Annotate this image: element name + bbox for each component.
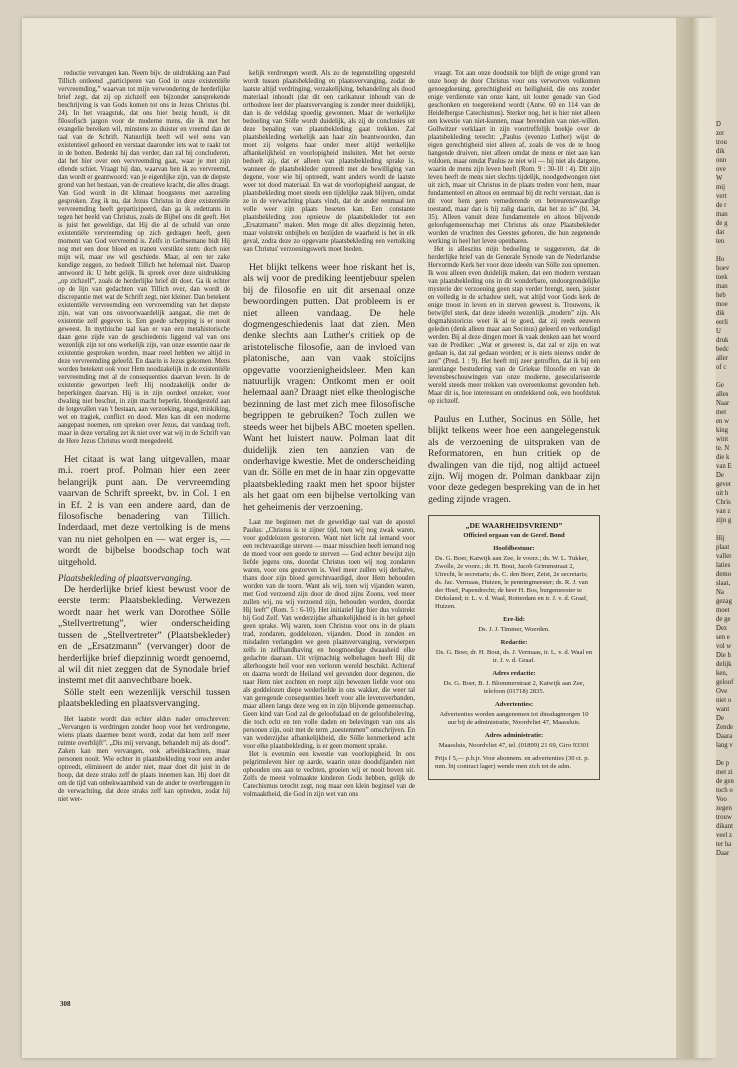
right-page-fragment: de r <box>716 202 727 209</box>
section-heading: Plaatsbekleding of plaatsvervanging. <box>58 573 193 584</box>
right-page-fragment: hoev <box>716 265 730 272</box>
right-page-fragment <box>716 372 738 381</box>
redactie-text: Ds. G. Boer, dr. H. Bout, ds. J. Vermaas, ir. L. v. d. Waal en ir. J. v. d. Graaf. <box>435 649 593 665</box>
right-page-fragment: ove <box>716 166 726 173</box>
right-page-fragment: met <box>716 409 727 416</box>
right-page-fragment: U <box>716 328 721 335</box>
right-page-fragment: of c <box>716 364 727 371</box>
column-1-small-text: Het laatste wordt dan echter aldus nader omschreven: „Vervangen is verdringen zonder hoop voor het verdrongene, wiens plaats daarmee bezet wordt, zodat dat hem zelf meer ruimte overblijft”. „Dis mij vervangt, behandelt mij als dood”. Zaken kan men vervangen, ook arbeidskrachten, maar personen nooit. Wie echter in plaatsbekleding voor een ander optreedt, elimineert de ander niet, maar doet dit juist in de hoop, dat deze straks zelf de plaats innemen kan. Hij doet dit om de tijd van onbekwaamheid van de ander te overbruggen in de verwachting, dat deze straks zelf kan optreden, zodat hij niet wer- <box>58 715 230 803</box>
hoofdbestuur-text: Ds. G. Boer, Katwijk aan Zee, le voorz.; ds. W. L. Tukker, Zwolle, 2e voorz.; dr. H. Bout, Jacob Grimmstraat 2, Utrecht, le secretaris; ds. C. den Boer, Zeist, 2e secretaris; ds. Jac. Vermaas, Huizen, le penningmeester; ds. R. J. van der Hoef, Papendrecht; de heer H. Bos, burgemeester te Dirksland; ir. L. v. d. Waal, Rotterdam en ir. J. v. d. Graaf, Huizen. <box>435 555 589 611</box>
right-page-fragment: ken, <box>716 670 728 677</box>
right-page-fragment: met zi <box>716 769 733 776</box>
right-page-fragment: gever <box>716 481 732 488</box>
right-page-fragment: Dez <box>716 625 727 632</box>
right-page-fragment: slaat, <box>716 580 731 587</box>
masthead-title: „DE WAARHEIDSVRIEND” <box>465 521 563 531</box>
right-page-fragment: ter ha <box>716 841 732 848</box>
right-page-fragment: zegen <box>716 805 732 812</box>
right-page-fragment: eerli <box>716 319 729 326</box>
right-page-fragment: zijn g <box>716 517 732 524</box>
right-page-fragment: Die h <box>716 652 731 659</box>
right-page-fragment: te. N <box>716 445 730 452</box>
erelid-text: Ds. J. J. Timmer, Woerden. <box>478 626 550 634</box>
right-page-fragment: vol w <box>716 643 732 650</box>
right-page-fragment: Daar <box>716 850 730 857</box>
right-page-fragment: alles <box>716 391 729 398</box>
right-page-fragment: sen e <box>716 634 730 641</box>
right-page-fragment: mij <box>716 184 726 191</box>
right-page-fragment: demo <box>716 571 732 578</box>
right-page-fragment: moe <box>716 301 728 308</box>
masthead-box <box>428 515 600 780</box>
right-page-fragment: ten <box>716 238 725 245</box>
right-page-fragment: de ge <box>716 616 731 623</box>
column-3-mid-text: Het is alleszins mijn bedoeling te suggereren, dat de herderlijke brief van de Generale Synode van de Nederlandse Hervormde Kerk het voor deze ideeën van Sölle zou opnemen. Ik wou alleen even duidelijk maken, dat een modern verstaan van plaatsbekleding ons in dit wonderbare, ondoorgrondelijke mysterie der verzoening geen stap verder brengt, neen, juister en volledig in de schaduw stelt, wat altijd voor Gods kerk de enige troost in leven en in sterven geweest is. Trouwens, ik betwijfel sterk, dat deze ideeën wezenlijk „modern” zijn. Als dogmahistoricus weet ik al te goed, dat zij reeds eeuwen geleden (denk alleen maar aan Socinus) geleerd en verkondigd werden. Bij al deze dingen moet ik vaak denken aan het woord van de Prediker: „Wat er geweest is, dat zal er zijn en wat gedaan is, dat zal gedaan worden; er is niets nieuws onder de zon” (Pred. 1 : 9). Het heeft mij zeer getroffen, dat ik bij een jarenlange bestudering van de Griekse filosofie en van de levensbeschouwingen van onze moderne, geseculariseerde wereld steeds meer trekken van overeenkomst gevonden heb. Maar dit is, hoe interessant en ontdekkend ook, een hoofdstuk op zichzelf. <box>428 246 600 405</box>
page-number: 308 <box>60 1000 71 1008</box>
right-page-fragment: de gen <box>716 778 734 785</box>
right-page-fragment: W <box>716 175 723 182</box>
column-3 <box>428 70 600 780</box>
column-1-body-paragraph-2: Sölle stelt een wezenlijk verschil tussen plaatsbekleding en plaatsvervanging. <box>58 686 230 710</box>
right-page-fragment: De <box>716 715 724 722</box>
right-page-fragment <box>716 750 738 759</box>
right-page-fragment: man <box>716 211 728 218</box>
column-1-intro-text: reductie vervangen kan. Neem bijv. de uitdrukking aan Paul Tillich ontleend „participeren van God in onze existentiële vervreemding,” waarvan tot mijn verwondering de herderlijke brief zegt, dat zij op zichzelf een bijzonder aansprekende beschrijving is van Gods komen tot ons in Jezus Christus (bl. 24). In het vraagstuk, dat ons hier bezig houdt, is dit filosofisch jargon voor de moderne mens, die ik met het evangelie bereiken wil, minstens zo duister en vreemd dan de taal van de Schrift. Natuurlijk heeft wil wel eens van existentieel gehoord en verstaat daaronder iets wat te raakt tot in de botten. Bedenkt hij dan verder, dan zal hij concluderen, dat het hier over een vervreemding gaat, waar je met zijn ellende schiet. Vraagt hij dan, waarvan ben ik zo vervreemd, dan wordt er geantwoord: van je eigenlijke zijn, van de diepste grond van het bestaan, van de creatieve kracht, die alles draagt. Van God wordt in dit klimaat hoogstens met aarzeling gesproken. Zeg ik nu, dat Jezus Christus in deze existentiële vervreemding heeft geparticipeerd, dan ga ik redetrants in tegen het beeld van Christus, zoals de Bijbel ons dit geeft. Het is juist het geweldige, dat Hij die al de schuld van onze existentiële vervreemding op zich gedragen heeft, geen moment van God vervreemd is. Zelfs in Gethsemane bidt Hij nog met een door bloed en tranen verstikte stem: doch niet mijn wil, maar uw wil geschiede. Maar, al een ter zake kundige zeggen, zo bedoelt Tillich het helemaal niet. Daarop antwoord ik: U hebt gelijk. Ik spreek over deze uitdrukking „op zichzelf”, zoals de herderlijke brief dit doet. Ga ik echter op de lijn van gedachten van Tillich over, dan wordt de discrepantie met wat de Schrift zegt, niet kleiner. Dan betekent existentiële vervreemding een vervreemding van het diepste zijn, wat van ons onvoorwaardelijk aangaat, die met de existentie zelf gegeven is. Een goede schepping is er nooit geweest. In mythische taal kan er van een metahistorische daan gene zijde van de geschiedenis liggend val van ons wezenlijk zijn tot ons werkelijk zijn, van onze essentie naar de existentie gesproken worden, maar reeel hebben we altijd in deze vervreemding geleefd. En daarin is Jezus gekomen. Mens worden betekent ook voor Hem noodzakelijk in de existentiële vervreemding met al de consequenties daarvan leven. In de existentie gewortpen leeft Hij noodzakelijk onder de beperkingen daarvan. Hij is in zijn oordeel onzeker, voor dwaling niet beschut, in zijn macht beperkt, bloodgesteld aan de lotgevallen van 't bestaan, aan verzoeking, angst, miskiking, wet en tragiek, conflict en dood. Men kan dit een moderne aangepast noemen, om spreken over Jezus, dat vandaag treft, maar in deze vertaling zet ik niet over wat wij in de Schrift van de Here Jezus Christus wordt meegedeeld. <box>58 70 230 445</box>
right-page-fragment: Ove <box>716 688 728 695</box>
right-page-fragment: toch o <box>716 787 733 794</box>
right-page-fragment: Daara <box>716 733 733 740</box>
advertenties-heading: Advertenties: <box>494 701 534 709</box>
right-page-fragment: valler <box>716 553 732 560</box>
right-page-fragments <box>716 120 738 858</box>
right-page-fragment: plaat <box>716 544 730 551</box>
right-page-fragment <box>716 525 738 534</box>
right-page-fragment: van E <box>716 463 732 470</box>
right-page-fragment: Zende <box>716 724 733 731</box>
column-3-top-text: vraagt. Tot aan onze doodsnik toe blijft de enige grond van onze hoop de door Christus voor ons verworven volkomen genoegdoening, gerechtigheid en heiligheid, die ons zonder enige verdienste van onze kant, uit louter genade van God geschonken en toegerekend wordt (Antw. 60 en 114 van de Heidelbergse Catechismus). Sterker nog, het is hier niet alleen een kwestie van niet-kunnen, maar bovendien van niet-willen. Gollwitzer verklaart in zijn voortreffelijk boekje over de plaatsbekleding terecht: „Paulus (evenzo Luther) wijst de eigen gerechtigheid niet alleen af, zoals de vos de te hoog hangende druiven, niet alleen omdat de mens er niet aan kan voldoen, maar omdat Paulus ze niet wil — hij niet als datgene, waarin de mens zijn leven heeft (Rom. 9 : 30-10 : 4). Dit zijn leven heeft de mens niet slechts tijdelijk, noodgedwongen niet uit zich, maar uit Christus in de plaats treden voor hem, maar fundamenteel en altoos en eenmaal bij dit recht verstaat, dan is dit voor hem geen vernederende en betreurenswaardige toestand, maar dan is hij zalig daarin, dat het zo is” (bl. 34, 35). Alleen vanuit deze fundamentele en altoos blijvende geloofsgemeenschap met Christus als onze Plaatsbekleder worden de vruchten des Geestes geboren, die hun zegenende werking in heel het leven openbaren. <box>428 70 600 245</box>
column-1-lead-paragraph: Het citaat is wat lang uitgevallen, maar m.i. roert prof. Polman hier een zeer belangrijk punt aan. De vervreemding vaarvan de Schrift spreekt, bv. in Col. 1 en in Ef. 2 is van een andere aard, dan de filosofische benadering van Tillich. Inderdaad, met deze vertolking is de mens van nu niet geholpen en — wat erger is, — wordt de bijbelse boodschap toch wat uitgehold. <box>58 454 230 568</box>
right-page-fragment: wint <box>716 436 729 443</box>
administratie-heading: Adres administratie: <box>484 732 544 740</box>
right-page-fragment: van z <box>716 508 731 515</box>
right-page-fragment: druk <box>716 337 729 344</box>
right-page-fragment: De p <box>716 760 730 767</box>
right-page-fragment: bedc <box>716 346 729 353</box>
right-page-fragment: trou <box>716 139 727 146</box>
right-page-fragment: moet <box>716 607 730 614</box>
column-2-lead-paragraph: Het blijkt telkens weer hoe riskant het is, als wij voor de prediking leentjebuur spelen bij de filosofie en uit dit arsenaal onze bewoordingen putten. Dat probleem is er niet alleen vandaag. De hele dogmengeschiedenis laat dat zien. Men denke slechts aan Luther's critiek op de aristotelische filosofie, aan de invloed van platonische, aan van vaak stoïcijns opgevatte voorzienigheidsleer. Men kan natuurlijk vragen: Ontkomt men er ooit helemaal aan? Draagt niet elke theologische bezinning de last met zich mee filosofische begrippen te gebruiken? Toch zullen we steeds weer het bijbels ABC moeten spellen. Want het luistert nauw. Polman laat dit duidelijk zien ten aanzien van de onderhavige kwestie. Met de onderscheiding van dr. Sölle en met de in haar zin opgevatte plaatsbekleding raakt men het spoor bijster als het gaat om een bijbelse vertolking van het geheimenis der verzoening. <box>243 262 415 513</box>
right-page-fragment: dik <box>716 310 725 317</box>
right-page-fragment: king <box>716 427 729 434</box>
column-3-lead-paragraph: Paulus en Luther, Socinus en Sölle, het blijkt telkens weer hoe een aangelegenstuk als de verzoening de uitspraken van de Reformatoren, en hun critiek op de dwalingen van die tijd, nog altijd actueel zijn. Wij mogen dr. Polman dankbaar zijn voor deze gedegen bespreking van de in het geding zijnde vragen. <box>428 414 600 505</box>
right-page-fragment: toek <box>716 274 728 281</box>
right-page-fragment: Ge <box>716 382 724 389</box>
right-page-fragment: niet o <box>716 697 732 704</box>
right-page-fragment: De <box>716 472 724 479</box>
right-page-fragment: trouw <box>716 814 732 821</box>
right-page-fragment: dik <box>716 148 725 155</box>
book-spine <box>676 18 716 1058</box>
advertenties-text: Advertenties worden aangenomen tot dinsdagmorgen 10 uur bij de administratie, Noordvliet 47, Maassluis. <box>439 711 589 727</box>
hoofdbestuur-heading: Hoofdbestuur: <box>493 545 535 553</box>
redactie-heading: Redactie: <box>500 639 528 647</box>
column-2-small-text-2: Het is evenmin een kwestie van voorlopigheid. In ons pelgrimsleven hier op aarde, waarin onze doodsfijanden niet ophouden ons aan te vechten, groeien wij er nooit boven uit. Zelfs de meest volmaakte kinderen Gods hebben, gelijk de Catechismus terecht zegt, nog maar een klein beginsel van de volmaaktheid, die God in zijn wet van ons <box>243 750 415 798</box>
right-page-fragment: vert <box>716 193 727 200</box>
column-1-body-paragraph: De herderlijke brief kiest bewust voor de eerste term: Plaatsbekleding. Verwezen wordt naar het werk van Dorothee Sölle „Stellvertretung”, wier onderscheiding tussen de „Stellvertreter” (Plaatsbekleder) en de „Ersatzmann” (vervanger) door de herderlijke brief diepzinnig wordt genoemd, al wil dit niet zeggen dat de Synodale brief instemt met dit aanvechtbare boek. <box>58 584 230 687</box>
column-2-top-text: kelijk verdrongen wordt. Als zo de tegenstelling opgesteld wordt tussen plaatsbekleding en plaatsvervanging, zodat de laatste altijd verdringing, verzakelijking, behandeling als dood materiaal inhoudt (dat dit een carikatuur inhoudt van de orthodoxe leer der plaatsvervanging is zonder meer duidelijk), dan is de veldslag spoedig gewonnen. Maar de werkelijke bedoeling van Sölle wordt duidelijk, als zij de conclusies uit deze bepaling van plaatsbekleding gaat trekken. Zal plaatsbekleding werkelijk aan haar zin beantwoorden, dan moet zij volgens haar onder meer altijd werkelijke afhankelijkheid en voorlopigheid insluiten. Met het eerste bedoelt zij, dat er alleen van plaatsbekleding sprake is, wanneer de plaatsbekleder optreedt met de bewilliging van degene, voor wie hij optreedt, want anders wordt de laatste weer tot dood materiaal. En wat de voorlopigheid aangaat, de plaatsbekleding moet steeds een tijdelijke zaak blijven, omdat ze in de verwachting plaats vindt, dat de ander eenmaal ten volle weer zijn plaats beseten kan. Een constante plaatsbekleding zou opnieuw de plaatsbekleder tot een „Ersatzmann” maken. Men moge dit alles diepzinnig heten, maar volstrekt onbijbels en bezijden de waarheid is het in elk geval, zodra deze zo opgevatte plaatsbekleding een vertolking van Christus' verzoeningswerk moet bieden. <box>243 70 415 253</box>
right-page-fragment: gezag <box>716 598 732 605</box>
prijs-text: Prijs f 5,— p.b.jr. Voor abonnem. en advertenties (30 ct. p. mm. bij contract lager) wende men zich tot de adm. <box>435 755 590 771</box>
column-2-small-text: Laat me beginnen met de geweldige taal van de apostel Paulus: „Christus is te zijner tijd, toen wij nog zwak waren, voor goddelozen gestorven. Want niet licht zal iemand voor een rechtvaardige sterven — maar misschien heeft iemand nog de moed voor een goede te sterven — God echter bewijst zijn liefde jegens ons, doordat Christus toen wij nog zondaren waren, voor ons gestorven is. Veel meer zullen wij derhalve, thans door zijn bloed gerechtvaardigd, door Hem behouden worden van de toorn. Want als wij, toen wij vijanden waren, met God verzoend zijn door de dood zijns Zoons, veel meer zullen wij, nu wij verzoend zijn, behouden worden, doordat Hij leeft” (Rom. 5 : 6-10). Het initiatief ligt hier dus volstrekt bij God Zelf. Van wederzijdse afhankelijkheid is in het geheel geen sprake. Wij waren, toen Christus voor ons in de plaats trad, zondaren, goddelozen, vijanden. Dood in zonden en misdaden verlangden we geen plaatsvervanging, verwierpen zelfs in zelfhandhaving en hoogmoedige dwaasheid elke gedachte daaraan. Uit vrijmachtig welbehagen heeft Hij dit allerhoogste heil voor een verloren wereld beschikt. Achteraf en daarna wordt de Heiland wel gevonden door degenen, die naar Hem niet zochten en roept zijn bewezen liefde voor ons als goddelozen diepe wederliefde in ons wakker, die weer tal van geregende consequenties heeft voor alle levensverbanden, maar alleen langs deze weg en in zijn blijvende gemeenschap. Geen kind van God zal de geloofsdaad en de geloofsbeleving, die toch echt en ten volle daden en belevingen van ons als personen zijn, ooit met de term „toestemmen” omschrijven. En van wederzijdse afhankelijkheid, die Sölle kenmerkend acht voor elke plaatsbekleding, is er geen moment sprake. <box>243 518 415 750</box>
right-page-fragment: die k <box>716 454 730 461</box>
right-page-fragment: dat <box>716 229 725 236</box>
right-page-fragment: uit h <box>716 490 729 497</box>
right-page-fragment: Chris <box>716 499 731 506</box>
right-page-fragment: geloof <box>716 679 734 686</box>
right-page-fragment: Ho <box>716 256 725 263</box>
erelid-heading: Ere-lid: <box>503 616 525 624</box>
right-page-fragment: dikant <box>716 823 733 830</box>
right-page-fragment: zer <box>716 130 725 137</box>
right-page-fragment: veel z <box>716 832 733 839</box>
right-page-fragment: want <box>716 706 730 713</box>
right-page-fragment: Voo <box>716 796 727 803</box>
right-page-fragment: D <box>716 121 721 128</box>
column-1 <box>58 70 230 804</box>
right-page-fragment: Na <box>716 589 724 596</box>
right-page-fragment: Naar <box>716 400 730 407</box>
right-page-fragment: de g <box>716 220 728 227</box>
right-page-fragment: aller <box>716 355 729 362</box>
right-page-fragment <box>716 246 738 255</box>
right-page-fragment: heb <box>716 292 726 299</box>
right-page-fragment: en w <box>716 418 730 425</box>
masthead-subtitle: Officieel orgaan van de Geref. Bond <box>463 532 565 540</box>
right-page-fragment: man <box>716 283 728 290</box>
adres-redactie-text: Ds. G. Boer, B. J. Blommerstraat 2, Katwijk aan Zee, telefoon (01718) 2835. <box>443 680 585 696</box>
column-2 <box>243 70 415 799</box>
right-page-fragment: lang v <box>716 742 733 749</box>
right-page-fragment: laties <box>716 562 731 569</box>
right-page-fragment: delijk <box>716 661 732 668</box>
right-page-fragment: Hij <box>716 535 725 542</box>
administratie-text: Maassluis, Noordvliet 47, tel. (01899) 21 69, Giro 93301 <box>438 742 590 750</box>
right-page-fragment: onn <box>716 157 727 164</box>
adres-redactie-heading: Adres redactie: <box>492 670 536 678</box>
